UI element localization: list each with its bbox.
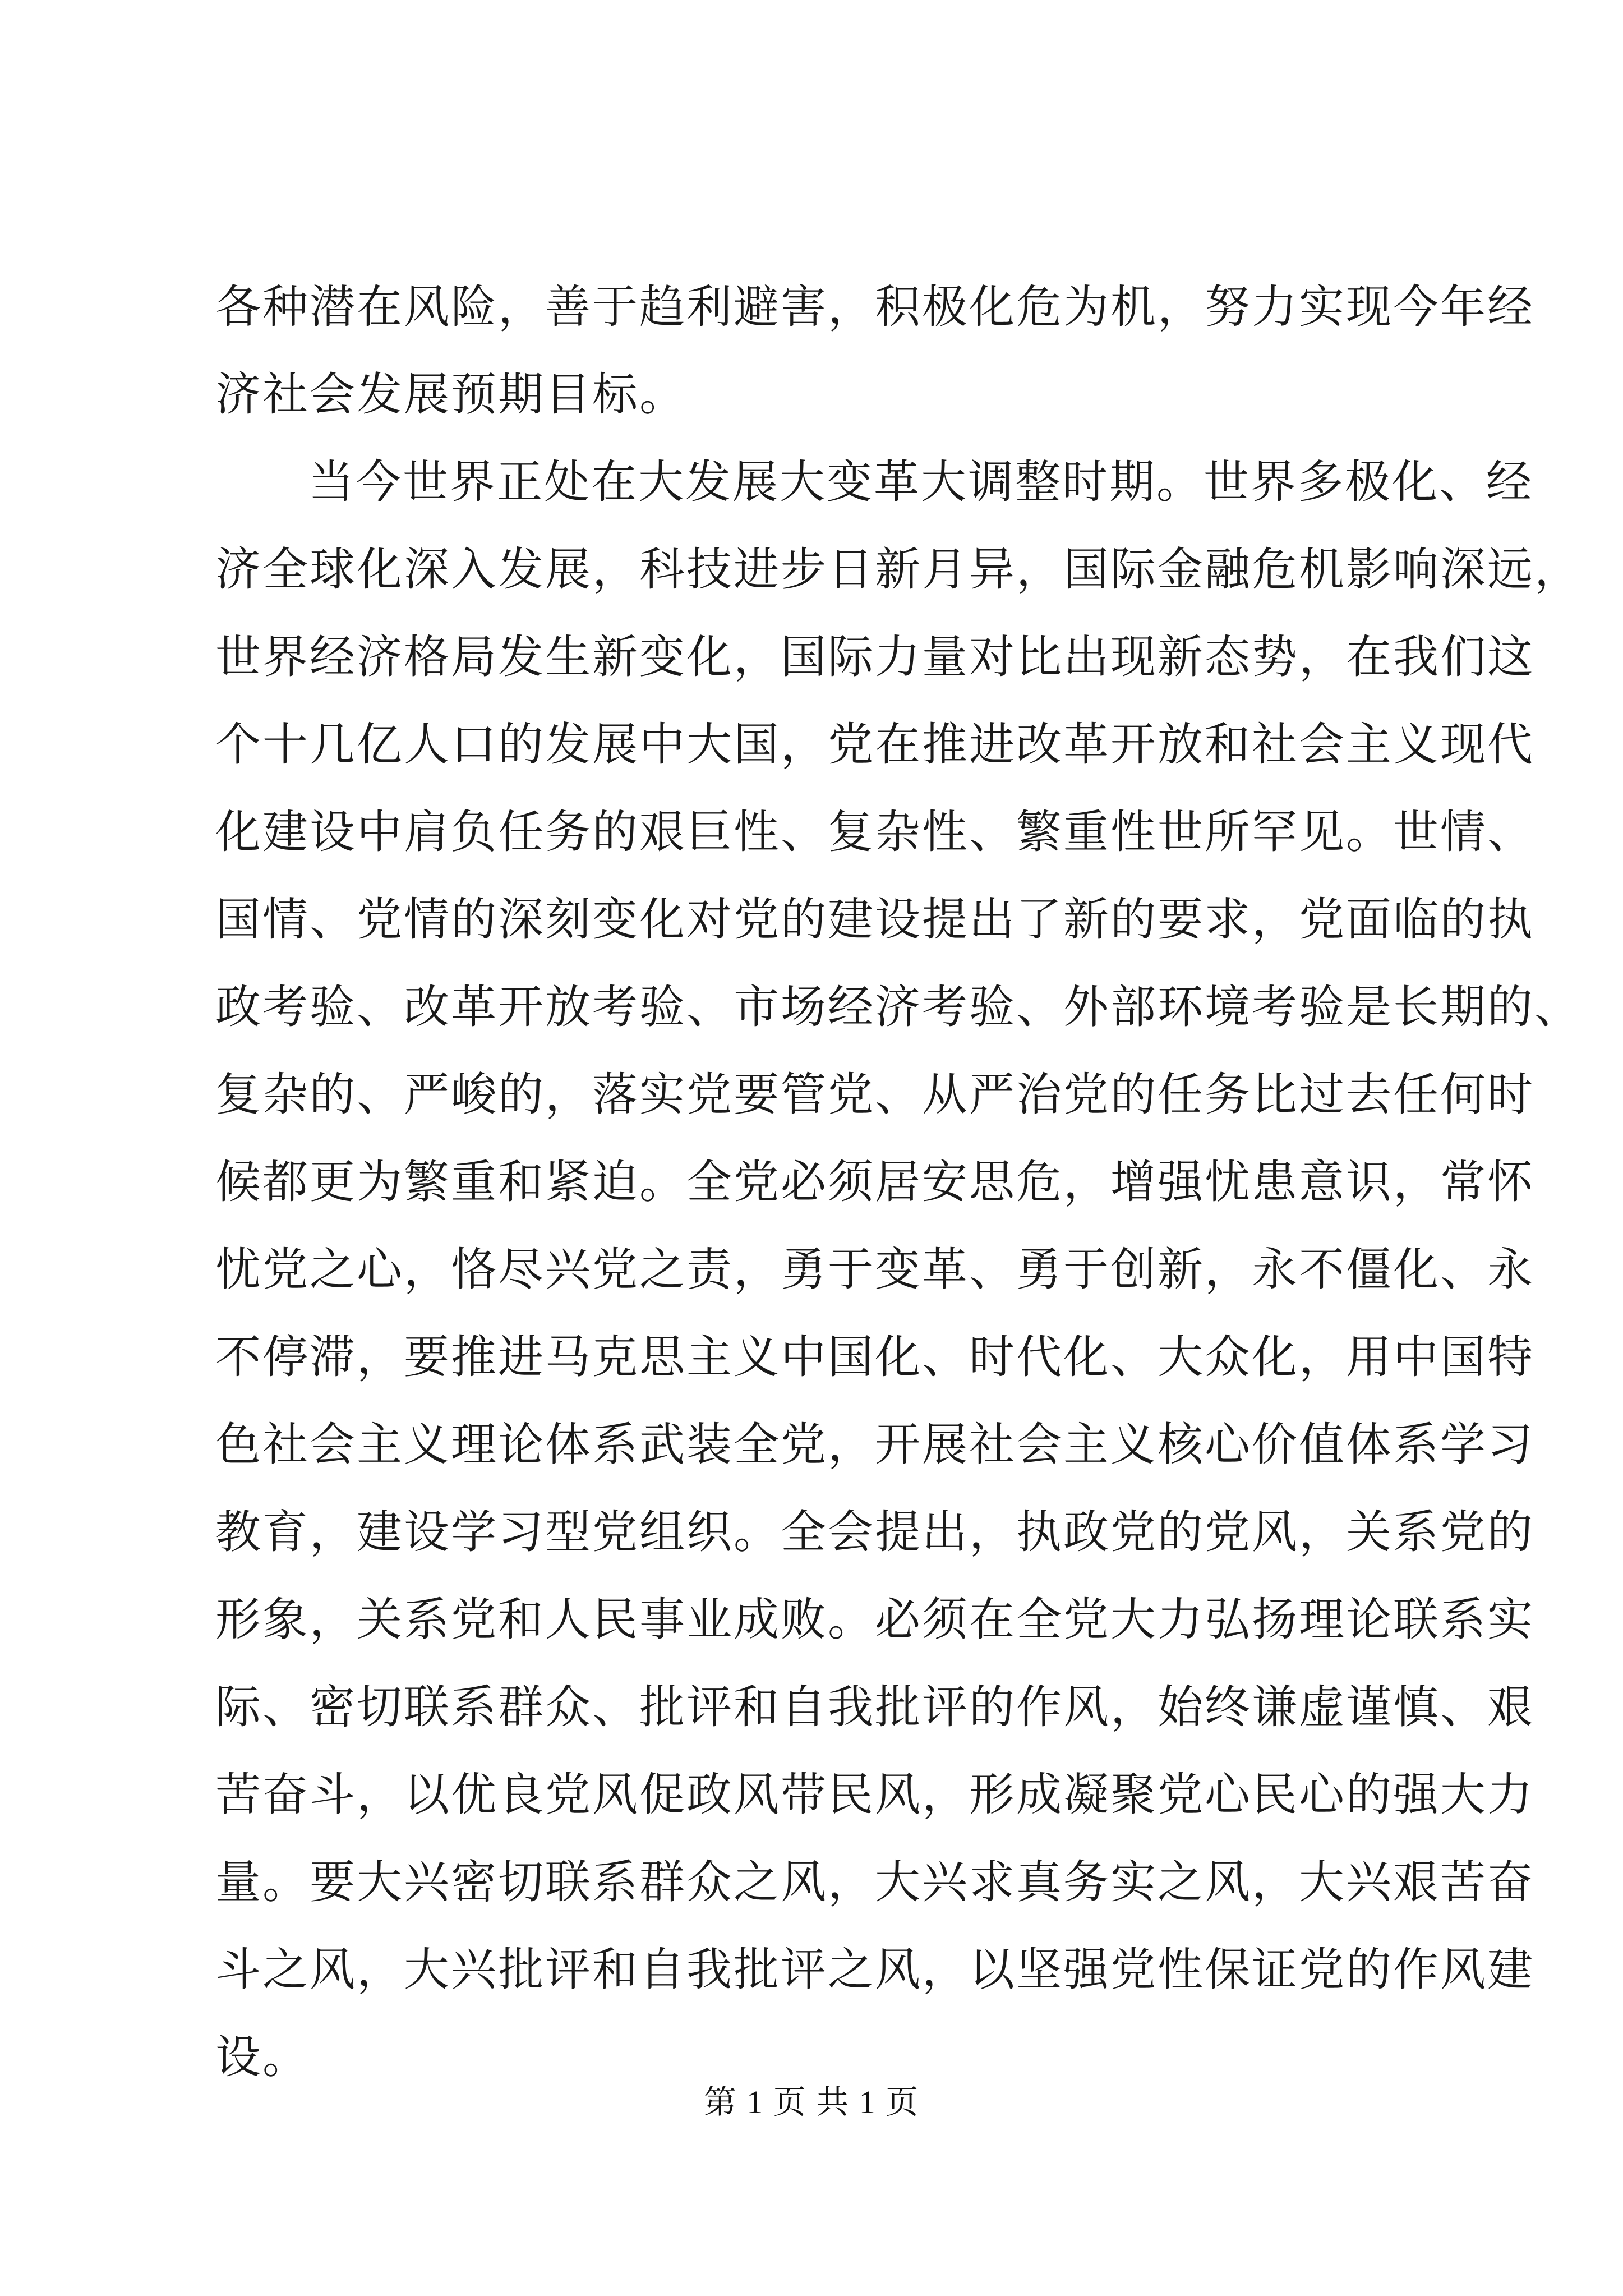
paragraph-line: 候都更为繁重和紧迫。全党必须居安思危，增强忧患意识，常怀 (215, 1156, 1535, 1209)
page-number-footer: 第 1 页 共 1 页 (703, 2084, 920, 2120)
paragraph-line: 量。要大兴密切联系群众之风，大兴求真务实之风，大兴艰苦奋 (215, 1856, 1535, 1909)
paragraph-line: 国情、党情的深刻变化对党的建设提出了新的要求，党面临的执 (215, 894, 1535, 946)
paragraph-line: 济社会发展预期目标。 (215, 369, 687, 421)
paragraph-line: 化建设中肩负任务的艰巨性、复杂性、繁重性世所罕见。世情、 (215, 806, 1535, 859)
paragraph-line: 不停滞，要推进马克思主义中国化、时代化、大众化，用中国特 (215, 1331, 1535, 1384)
continuation-paragraph (215, 264, 1535, 439)
paragraph-line: 各种潜在风险，善于趋利避害，积极化危为机，努力实现今年经 (215, 281, 1535, 334)
paragraph-line: 斗之风，大兴批评和自我批评之风，以坚强党性保证党的作风建 (215, 1944, 1535, 1996)
main-paragraph (215, 439, 1582, 2101)
paragraph-line: 济全球化深入发展，科技进步日新月异，国际金融危机影响深远， (215, 544, 1582, 596)
paragraph-line: 教育，建设学习型党组织。全会提出，执政党的党风，关系党的 (215, 1506, 1535, 1559)
document-body (215, 264, 1582, 2101)
paragraph-line: 设。 (215, 2031, 310, 2084)
paragraph-line: 个十几亿人口的发展中大国，党在推进改革开放和社会主义现代 (215, 719, 1535, 771)
paragraph-first-line: 当今世界正处在大发展大变革大调整时期。世界多极化、经 (308, 456, 1534, 509)
paragraph-line: 复杂的、严峻的，落实党要管党、从严治党的任务比过去任何时 (215, 1069, 1535, 1121)
paragraph-line: 际、密切联系群众、批评和自我批评的作风，始终谦虚谨慎、艰 (215, 1681, 1535, 1734)
paragraph-line: 苦奋斗，以优良党风促政风带民风，形成凝聚党心民心的强大力 (215, 1769, 1535, 1821)
paragraph-line: 形象，关系党和人民事业成败。必须在全党大力弘扬理论联系实 (215, 1594, 1535, 1646)
paragraph-line: 色社会主义理论体系武装全党，开展社会主义核心价值体系学习 (215, 1419, 1535, 1471)
paragraph-line: 忧党之心，恪尽兴党之责，勇于变革、勇于创新，永不僵化、永 (215, 1244, 1535, 1296)
paragraph-line: 世界经济格局发生新变化，国际力量对比出现新态势，在我们这 (215, 631, 1535, 684)
paragraph-line: 政考验、改革开放考验、市场经济考验、外部环境考验是长期的、 (215, 981, 1582, 1034)
